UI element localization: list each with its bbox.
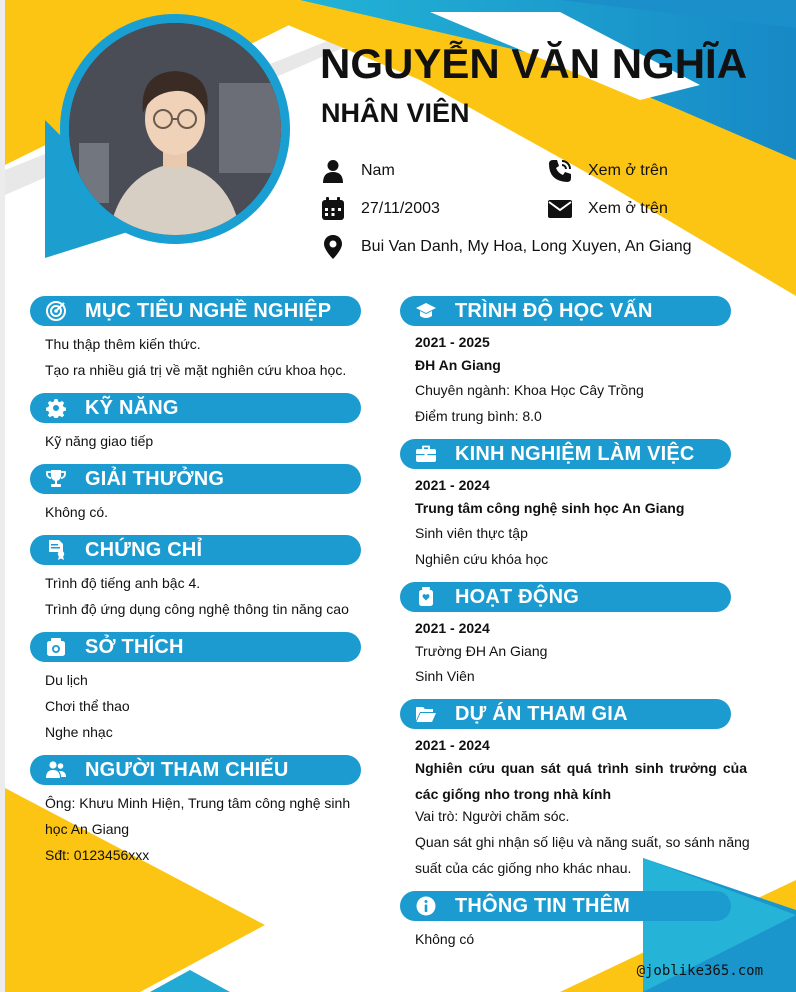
- section-references-header: [30, 755, 361, 785]
- project-name: Nghiên cứu quan sát quá trình sinh trưởng của các giống nho trong nhà kính: [415, 760, 747, 802]
- trophy-icon: [41, 464, 71, 494]
- section-projects-header: [400, 699, 731, 729]
- email-value: Xem ở trên: [588, 200, 668, 217]
- objective-line: Tạo ra nhiều giá trị về mặt nghiên cứu khoa học.: [45, 362, 347, 378]
- section-activities-header: [400, 582, 731, 612]
- hobby-line: Du lịch: [45, 672, 88, 688]
- profile-photo-frame: [60, 14, 290, 244]
- section-title: CHỨNG CHỈ: [85, 538, 203, 561]
- section-title: KINH NGHIỆM LÀM VIỆC: [455, 442, 695, 465]
- section-title: DỰ ÁN THAM GIA: [455, 702, 628, 725]
- hobby-line: Chơi thể thao: [45, 698, 130, 714]
- section-objective-header: [30, 296, 361, 326]
- education-major: Chuyên ngành: Khoa Học Cây Trồng: [415, 382, 644, 398]
- candidate-name: NGUYỄN VĂN NGHĨA: [320, 40, 748, 87]
- birthdate-value: 27/11/2003: [361, 200, 440, 217]
- hobby-line: Nghe nhạc: [45, 724, 113, 740]
- target-icon: [41, 296, 71, 326]
- section-title: TRÌNH ĐỘ HỌC VẤN: [455, 299, 653, 322]
- reference-phone: Sđt: 0123456xxx: [45, 847, 150, 863]
- objective-line: Thu thập thêm kiến thức.: [45, 336, 201, 352]
- badge-icon: [411, 582, 441, 612]
- phone-icon: [547, 158, 573, 184]
- envelope-icon: [547, 196, 573, 222]
- portrait-illustration: [69, 23, 281, 235]
- project-description: Quan sát ghi nhận số liệu và năng suất, so sánh năng suất của các giống nho khác nhau.: [415, 834, 750, 876]
- address-value: Bui Van Danh, My Hoa, Long Xuyen, An Giang: [361, 238, 692, 255]
- section-awards-header: [30, 464, 361, 494]
- gear-icon: [41, 393, 71, 423]
- project-role: Vai trò: Người chăm sóc.: [415, 808, 570, 824]
- certificate-icon: [41, 535, 71, 565]
- reference-text: Ông: Khưu Minh Hiện, Trung tâm công nghệ sinh học An Giang: [45, 795, 351, 837]
- graduation-cap-icon: [411, 296, 441, 326]
- section-title: MỤC TIÊU NGHỀ NGHIỆP: [85, 299, 332, 322]
- users-icon: [41, 755, 71, 785]
- experience-position: Sinh viên thực tập: [415, 525, 528, 541]
- section-skills-header: [30, 393, 361, 423]
- avatar: [69, 23, 281, 235]
- skill-line: Kỹ năng giao tiếp: [45, 433, 154, 449]
- folder-open-icon: [411, 699, 441, 729]
- experience-company: Trung tâm công nghệ sinh học An Giang: [415, 500, 685, 516]
- info-icon: [411, 891, 441, 921]
- birthdate-item: [320, 196, 440, 222]
- camera-icon: [41, 632, 71, 662]
- gender-value: Nam: [361, 162, 395, 179]
- experience-task: Nghiên cứu khóa học: [415, 551, 549, 567]
- experience-period: 2021 - 2024: [415, 477, 490, 493]
- section-title: KỸ NĂNG: [85, 396, 179, 419]
- education-school: ĐH An Giang: [415, 357, 501, 373]
- section-certificates-header: [30, 535, 361, 565]
- activity-org: Trường ĐH An Giang: [415, 643, 548, 659]
- project-period: 2021 - 2024: [415, 737, 490, 753]
- education-gpa: Điểm trung bình: 8.0: [415, 408, 542, 424]
- user-icon: [320, 158, 346, 184]
- section-title: HOẠT ĐỘNG: [455, 585, 580, 608]
- section-title: NGƯỜI THAM CHIẾU: [85, 758, 289, 781]
- watermark: @joblike365.com: [636, 963, 763, 979]
- activity-role: Sinh Viên: [415, 668, 475, 684]
- section-title: SỞ THÍCH: [85, 635, 184, 658]
- section-title: GIẢI THƯỞNG: [85, 467, 225, 490]
- certificate-line: Trình độ tiếng anh bậc 4.: [45, 575, 201, 591]
- phone-value: Xem ở trên: [588, 162, 668, 179]
- activity-period: 2021 - 2024: [415, 620, 490, 636]
- education-period: 2021 - 2025: [415, 334, 490, 350]
- email-item: [547, 196, 668, 222]
- map-marker-icon: [320, 234, 346, 260]
- extra-text: Không có: [415, 931, 475, 947]
- phone-item: [547, 158, 668, 184]
- certificate-line: Trình độ ứng dụng công nghệ thông tin năng cao: [45, 601, 349, 617]
- section-hobbies-header: [30, 632, 361, 662]
- section-extra-header: [400, 891, 731, 921]
- section-experience-header: [400, 439, 731, 469]
- briefcase-icon: [411, 439, 441, 469]
- section-title: THÔNG TIN THÊM: [455, 894, 631, 917]
- candidate-role: NHÂN VIÊN: [321, 98, 470, 128]
- section-education-header: [400, 296, 731, 326]
- gender-item: [320, 158, 395, 184]
- calendar-icon: [320, 196, 346, 222]
- address-item: [320, 234, 692, 260]
- award-line: Không có.: [45, 504, 109, 520]
